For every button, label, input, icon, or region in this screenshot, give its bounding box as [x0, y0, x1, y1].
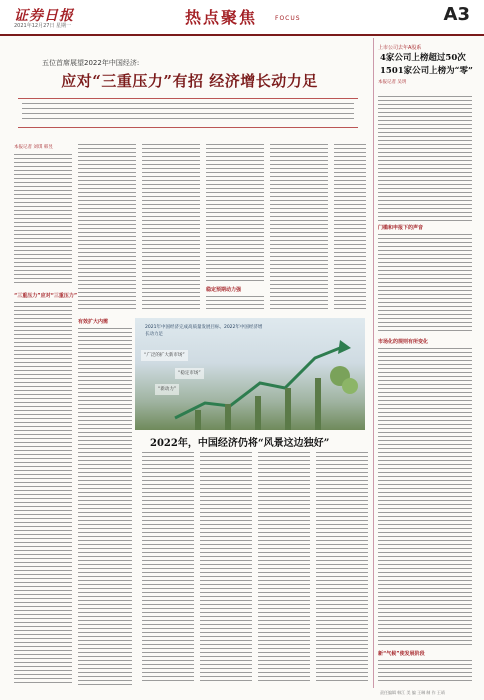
- right-headline-2[interactable]: 1501家公司上榜为“零”: [380, 66, 473, 76]
- lead-story-header: [12, 38, 367, 91]
- editor-credits: 责任编辑 韩江 美 编 王琳 制 作 王靖: [380, 690, 445, 695]
- date-line: 2021年12月27日 星期一: [14, 23, 72, 29]
- lead-column-2b: [78, 328, 132, 692]
- right-text-2: [378, 234, 472, 334]
- story2-column-3: [258, 452, 310, 690]
- lead-byline: 本报记者 刘琪 韩昱: [14, 145, 53, 150]
- right-byline: 本报记者 吴玥: [378, 80, 407, 85]
- story2-column-2: [200, 452, 252, 690]
- lead-headline[interactable]: 应对“三重压力”有招 经济增长动力足: [61, 72, 318, 90]
- lead-abstract: [18, 98, 358, 128]
- lead-column-1b: [14, 302, 72, 692]
- lead-subhead-3: 稳定预期动力强: [206, 287, 242, 293]
- lead-subhead-1: “三重压力”应对“三重压力”: [14, 293, 78, 299]
- story2-column-4: [316, 452, 368, 690]
- lead-column-3: [142, 144, 200, 314]
- lead-column-2: [78, 144, 136, 314]
- section-title: 热点聚焦: [185, 8, 258, 27]
- right-subhead-1: 门槛和申报下的声音: [378, 225, 424, 231]
- newspaper-logo: 证券日报: [14, 8, 74, 24]
- lead-column-6: [334, 144, 366, 314]
- right-text-3: [378, 348, 472, 648]
- photo-bubble-3: “新动力”: [155, 384, 179, 395]
- lead-kicker: 五位首席展望2022年中国经济:: [42, 59, 140, 67]
- right-text-1: [378, 96, 472, 226]
- story2-headline[interactable]: 2022年，中国经济仍将“风景这边独好”: [150, 438, 330, 449]
- right-column-story: [373, 38, 476, 688]
- lead-column-5: [270, 144, 328, 314]
- abstract-text: [22, 103, 354, 125]
- illustration-photo: [135, 318, 365, 430]
- right-text-4: [378, 660, 472, 686]
- story2-column-1: [142, 452, 194, 690]
- photo-bubble-2: “稳定市场”: [175, 368, 204, 379]
- page-number: A3: [443, 4, 470, 25]
- photo-bubble-1: “广泛的扩大新市场”: [141, 350, 188, 361]
- right-subhead-2: 市场化的规则有所变化: [378, 339, 429, 345]
- lead-column-4b: [206, 296, 264, 314]
- masthead: [0, 0, 484, 36]
- lead-column-1: [14, 154, 72, 288]
- section-subtitle: FOCUS: [275, 15, 301, 22]
- right-subhead-3: 新“气候”使发展阶段: [378, 651, 425, 657]
- photo-caption: 2021年中国经济完成高质量发展目标、2022年中国经济增长动力足: [145, 325, 263, 337]
- right-kicker: 上市公司去年A股系: [378, 45, 422, 51]
- right-headline-1[interactable]: 4家公司上榜超过50次: [380, 53, 466, 63]
- lead-subhead-2: 有效扩大内需: [78, 319, 109, 325]
- lead-column-4: [206, 144, 264, 284]
